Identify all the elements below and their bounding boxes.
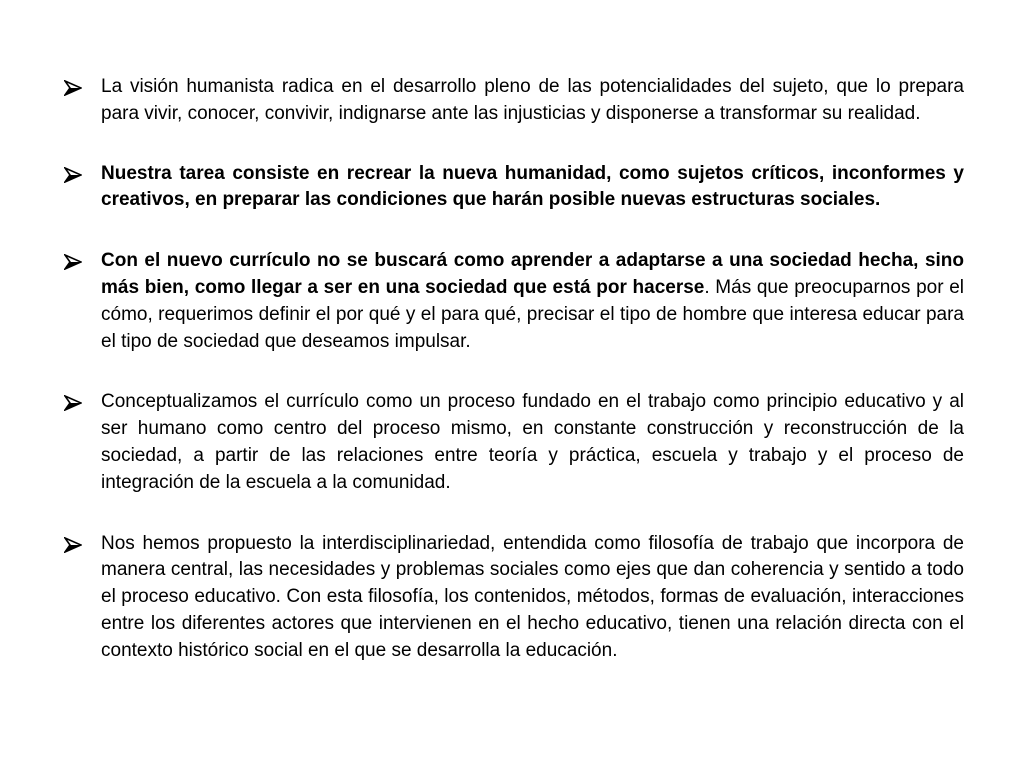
bullet-item-new-curriculum (64, 248, 964, 355)
arrowhead-bullet-icon (64, 254, 82, 270)
bullet-text: . Más que preocuparnos por el cómo, requerimos definir el por qué y el para qué, precisar el tipo de hombre que interesa educar para el tipo de sociedad que deseamos impulsar. (101, 276, 964, 352)
bullet-text: Conceptualizamos el currículo como un proceso fundado en el trabajo como principio educativo y al ser humano como centro del proceso mismo, en constante construcción y reconstrucción de la sociedad, a partir de las relaciones entre teoría y práctica, escuela y trabajo y el proceso de integración de la escuela a la comunidad. (101, 391, 964, 493)
slide-content (64, 74, 964, 665)
bullet-item-our-task (64, 161, 964, 215)
arrowhead-bullet-icon (64, 80, 82, 96)
bullet-bold-text: Con el nuevo currículo no se buscará como aprender a adaptarse a una sociedad hecha, sino más bien, como llegar a ser en una sociedad que está por hacerse (101, 250, 964, 298)
arrowhead-bullet-icon (64, 167, 82, 183)
arrowhead-bullet-icon (64, 395, 82, 411)
bullet-text: Nos hemos propuesto la interdisciplinariedad, entendida como filosofía de trabajo que incorpora de manera central, las necesidades y problemas sociales como ejes que dan coherencia y sentido a todo el proceso educativo. Con esta filosofía, los contenidos, métodos, formas de evaluación, interacciones entre los diferentes actores que intervienen en el hecho educativo, tienen una relación directa con el contexto histórico social en el que se desarrolla la educación. (101, 532, 964, 661)
bullet-text: Nuestra tarea consiste en recrear la nueva humanidad, como sujetos críticos, inconformes y creativos, en preparar las condiciones que harán posible nuevas estructuras sociales. (101, 162, 964, 211)
bullet-text: La visión humanista radica en el desarrollo pleno de las potencialidades del sujeto, que lo prepara para vivir, conocer, convivir, indignarse ante las injusticias y disponerse a transformar su realidad. (101, 76, 964, 124)
bullet-item-humanist-vision (64, 74, 964, 128)
arrowhead-bullet-icon (64, 537, 82, 553)
bullet-item-interdisciplinarity (64, 531, 964, 665)
bullet-item-curriculum-concept (64, 389, 964, 496)
